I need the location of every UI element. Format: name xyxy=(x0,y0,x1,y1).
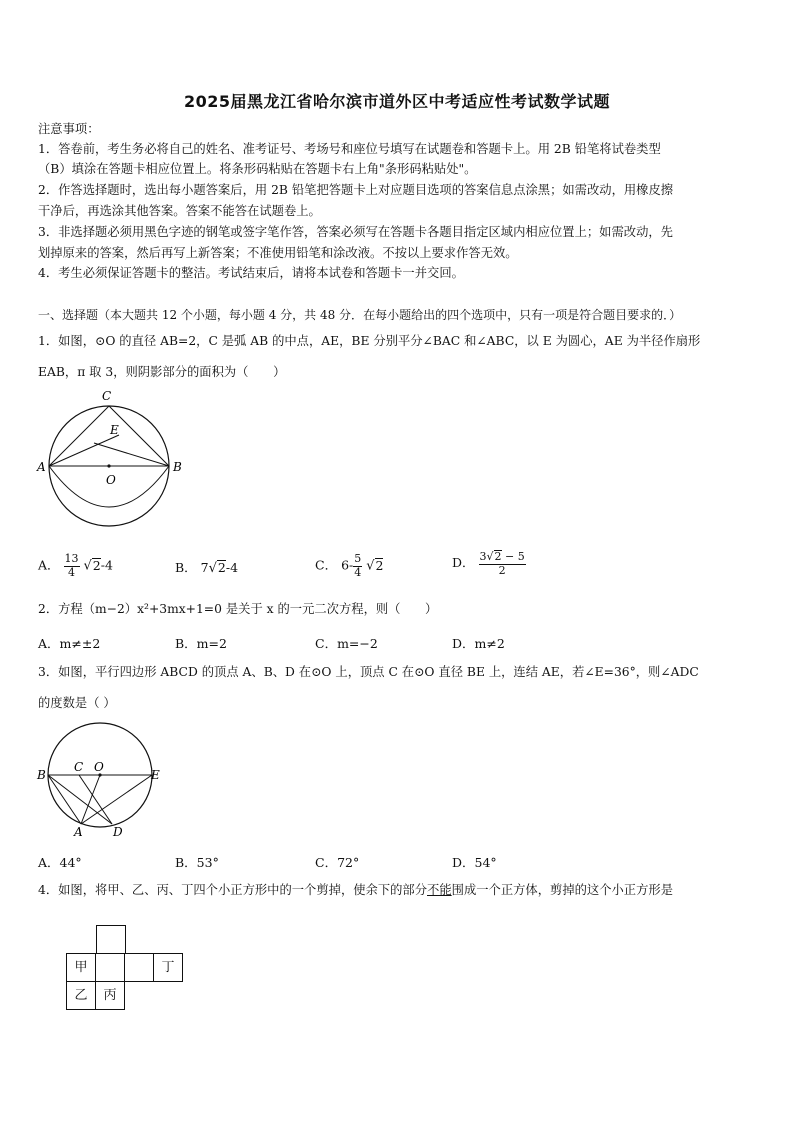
q1-option-c[interactable]: C． 6- $\frac{5}{4}$ √2 xyxy=(315,552,384,579)
label-c: C xyxy=(74,760,84,774)
label-a: A xyxy=(74,825,83,839)
label-d: D xyxy=(113,825,123,839)
net-cell-jia: 甲 xyxy=(66,953,96,982)
q1-line-1: 1．如图，⊙O 的直径 AB=2，C 是弧 AB 的中点，AE，BE 分别平分∠BAC 和∠ABC，以 E 为圆心，AE 为半径作扇形 xyxy=(38,334,701,348)
notice-line-3: 2．作答选择题时，选出每小题答案后，用 2B 铅笔把答题卡上对应题目选项的答案信息点涂黑；如需改动，用橡皮擦 xyxy=(38,183,674,197)
label-c: C xyxy=(102,389,112,403)
label-o: O xyxy=(106,473,116,487)
notice-line-2: （B）填涂在答题卡相应位置上。将条形码粘贴在答题卡右上角"条形码粘贴处"。 xyxy=(38,162,477,176)
label-o: O xyxy=(94,760,104,774)
net-cell-middle-1 xyxy=(95,953,125,982)
q1-option-b[interactable]: B． 7√2-4 xyxy=(175,560,239,576)
notice-line-1: 1．答卷前，考生务必将自己的姓名、准考证号、考场号和座位号填写在试题卷和答题卡上。用 2B 铅笔将试卷类型 xyxy=(38,142,661,156)
label-b: B xyxy=(37,768,46,782)
chord-ac xyxy=(49,406,109,466)
label-e: E xyxy=(151,768,160,782)
label-a: A xyxy=(37,460,46,474)
underlined-word: 不能 xyxy=(427,883,452,897)
q3-figure xyxy=(34,721,174,845)
notice-line-7: 4．考生必须保证答题卡的整洁。考试结束后，请将本试卷和答题卡一并交回。 xyxy=(38,266,464,280)
q4-net-figure xyxy=(66,925,196,1020)
label-b: B xyxy=(173,460,182,474)
q3-line-1: 3．如图，平行四边形 ABCD 的顶点 A、B、D 在⊙O 上，顶点 C 在⊙O 直径 BE 上，连结 AE，若∠E=36°，则∠ADC xyxy=(38,665,699,679)
q3-option-b[interactable]: B．53° xyxy=(175,855,219,870)
q3-options xyxy=(38,853,758,871)
q2-text: 2．方程（m−2）x²+3mx+1=0 是关于 x 的一元二次方程，则（ ） xyxy=(38,602,438,616)
fraction: $\frac{13}{4}$ xyxy=(64,552,79,579)
page-title: 2025届黑龙江省哈尔滨市道外区中考适应性考试数学试题 xyxy=(183,92,611,111)
q3-option-a[interactable]: A．44° xyxy=(38,855,82,870)
net-cell-ding: 丁 xyxy=(153,953,183,982)
fraction: $\frac{5}{4}$ xyxy=(354,552,362,579)
segment-ae xyxy=(81,775,152,824)
center-dot xyxy=(107,464,110,467)
q2-option-a[interactable]: A．m≠±2 xyxy=(38,636,101,651)
fraction: $\frac{3√2 - 5}{2}$ xyxy=(479,550,525,577)
q2-option-d[interactable]: D．m≠2 xyxy=(452,636,505,651)
q2-options xyxy=(38,634,758,652)
segment-ba xyxy=(48,775,81,824)
q1-line-2: EAB，π 取 3，则阴影部分的面积为（ ） xyxy=(38,365,286,379)
net-cell-bing: 丙 xyxy=(95,981,125,1010)
q3-option-c[interactable]: C．72° xyxy=(315,855,360,870)
q1-options xyxy=(38,545,758,585)
segment-ae xyxy=(49,435,119,466)
q2-option-c[interactable]: C．m=−2 xyxy=(315,636,378,651)
q4-text: 4．如图，将甲、乙、丙、丁四个小正方形中的一个剪掉，使余下的部分不能围成一个正方体，剪掉的这个小正方形是 xyxy=(38,883,673,897)
notice-heading: 注意事项： xyxy=(38,122,100,136)
net-cell-top xyxy=(96,925,126,954)
q3-line-2: 的度数是（ ） xyxy=(38,696,116,710)
label-e: E xyxy=(110,423,119,437)
net-cell-middle-2 xyxy=(124,953,154,982)
notice-line-4: 干净后，再选涂其他答案。答案不能答在试题卷上。 xyxy=(38,204,321,218)
section-heading: 一、选择题（本大题共 12 个小题，每小题 4 分，共 48 分．在每小题给出的四个选项中，只有一项是符合题目要求的．） xyxy=(38,308,682,322)
q3-option-d[interactable]: D．54° xyxy=(452,855,497,870)
notice-line-5: 3．非选择题必须用黑色字迹的钢笔或签字笔作答，答案必须写在答题卡各题目指定区域内相应位置上；如需改动，先 xyxy=(38,225,673,239)
q1-option-a[interactable]: A． $\frac{13}{4}$ √2-4 xyxy=(38,552,113,579)
segment-bd xyxy=(48,775,112,824)
net-cell-yi: 乙 xyxy=(66,981,96,1010)
q1-figure xyxy=(34,388,194,536)
q2-option-b[interactable]: B．m=2 xyxy=(175,636,227,651)
notice-line-6: 划掉原来的答案，然后再写上新答案；不准使用铅笔和涂改液。不按以上要求作答无效。 xyxy=(38,246,518,260)
q1-option-d[interactable]: D． $\frac{3√2 - 5}{2}$ xyxy=(452,550,525,577)
